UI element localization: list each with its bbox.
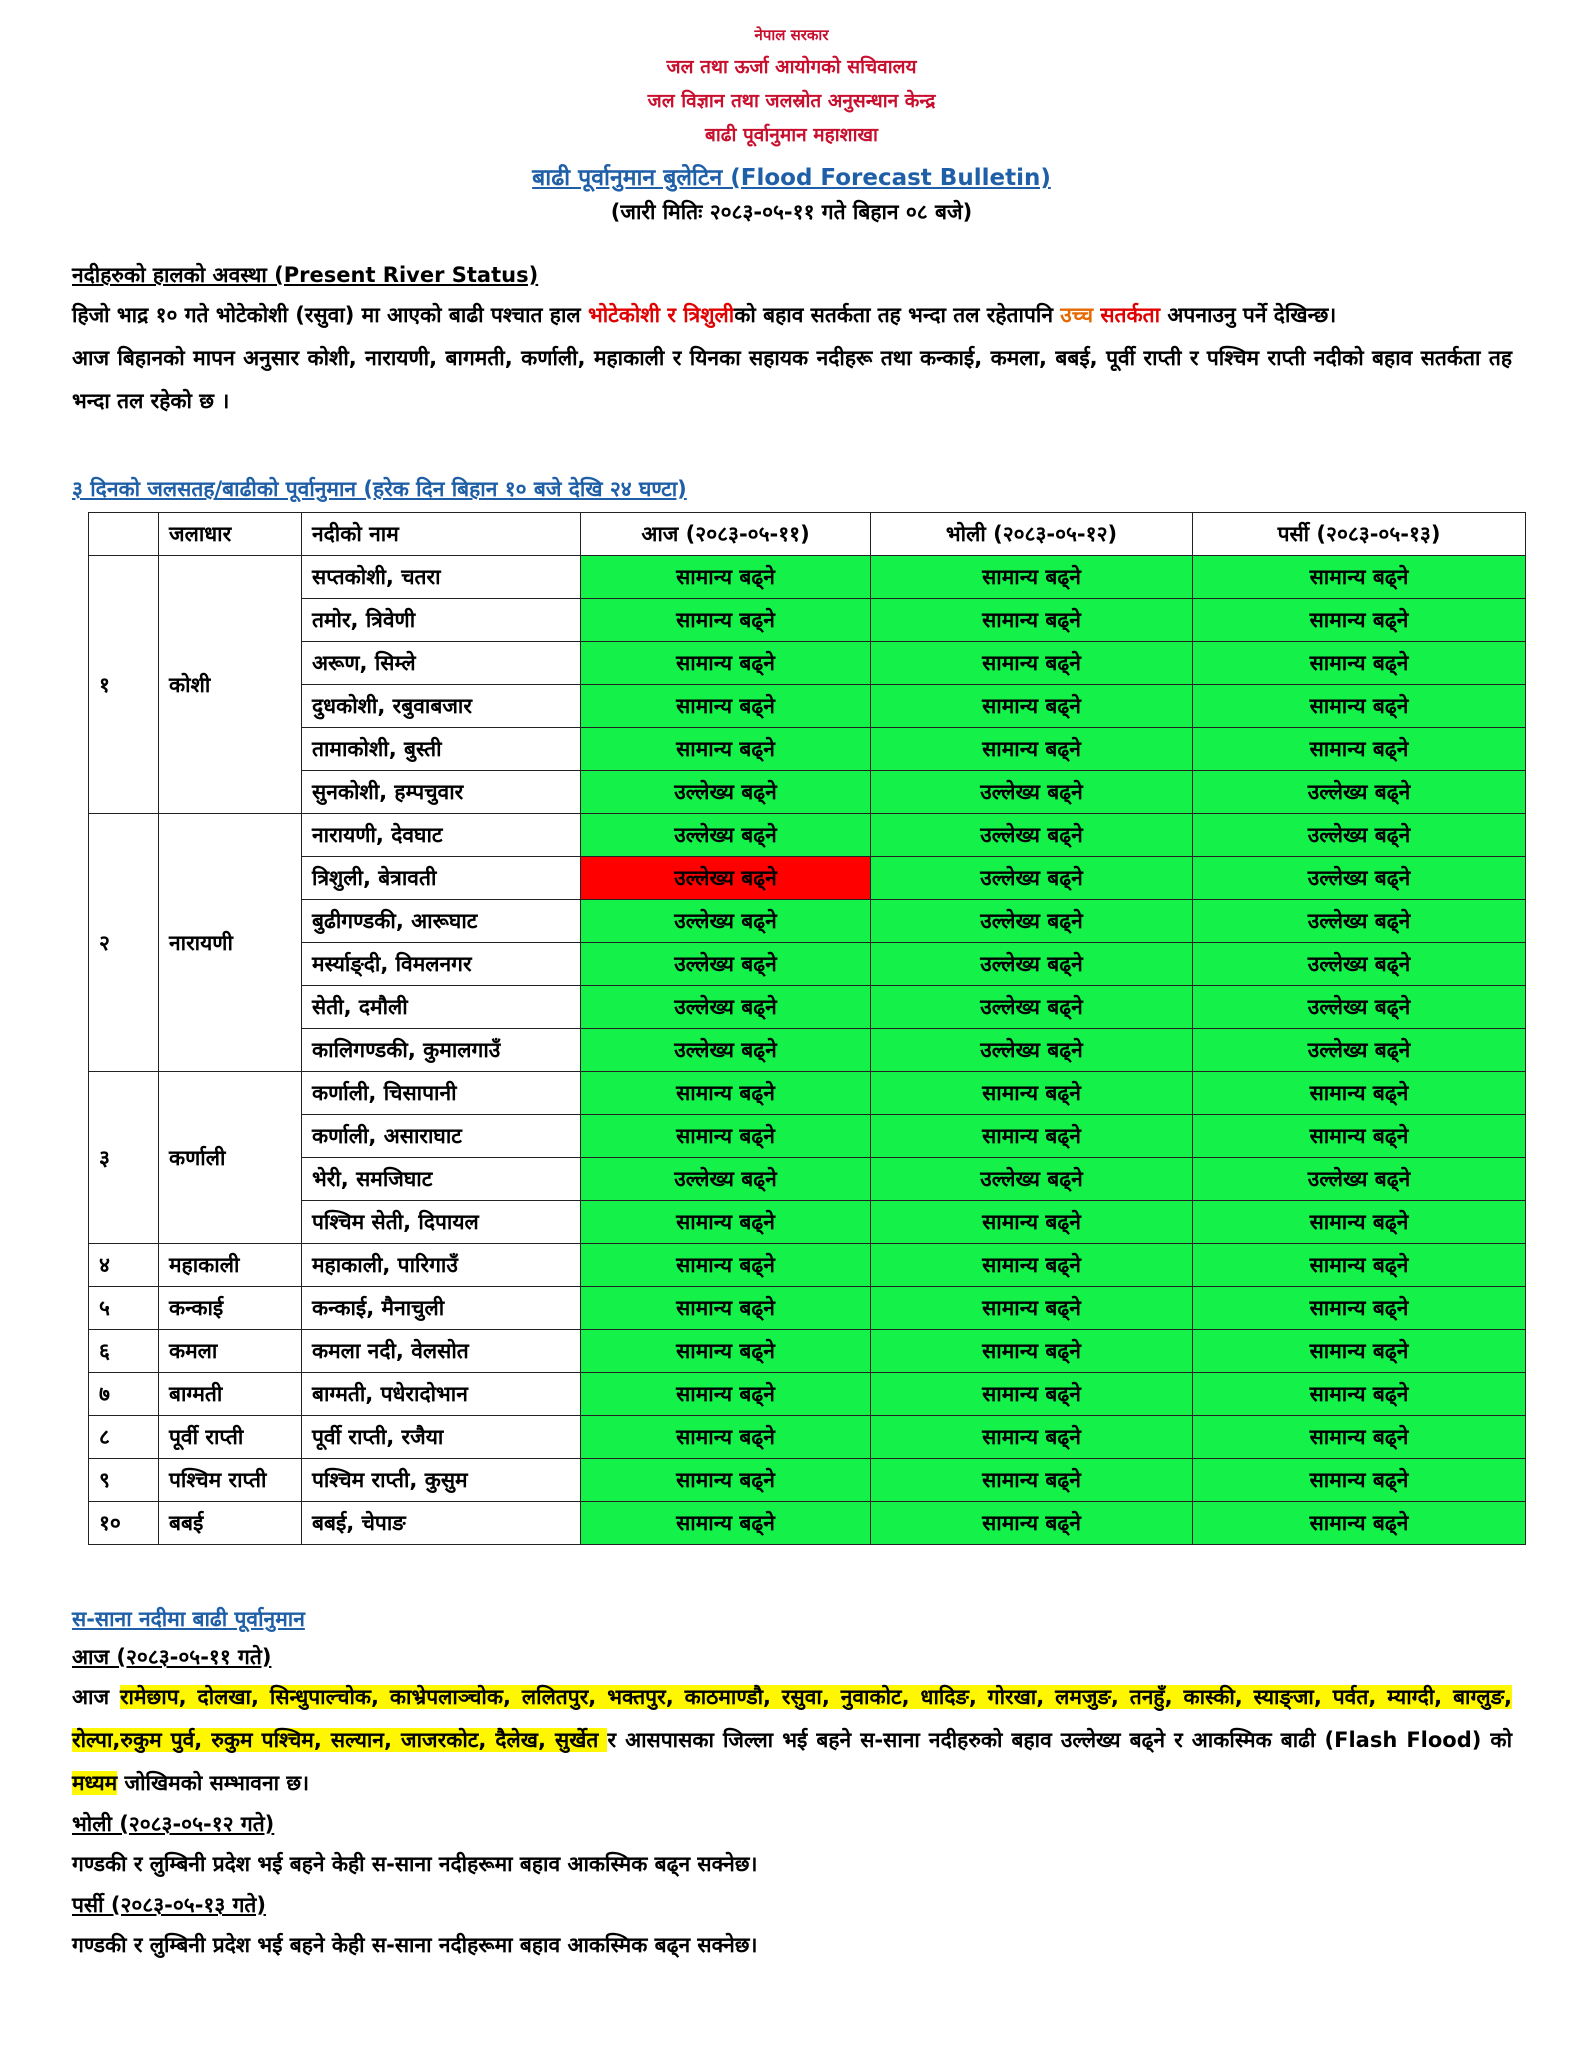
forecast-tomorrow-cell: सामान्य बढ्ने xyxy=(871,642,1193,685)
river-station: सुनकोशी, हम्पचुवार xyxy=(302,771,581,814)
forecast-dayafter-cell: उल्लेख्य बढ्ने xyxy=(1193,900,1526,943)
today-paragraph xyxy=(72,1676,1512,1805)
alertness-word: सतर्कता xyxy=(1100,303,1161,327)
today-text: जोखिमको सम्भावना छ। xyxy=(117,1771,310,1795)
forecast-heading: ३ दिनको जलसतह/बाढीको पूर्वानुमान (हरेक दिन बिहान १० बजे देखि २४ घण्टा) xyxy=(72,477,687,501)
forecast-table-body xyxy=(89,556,1526,1545)
river-station: मर्स्याङ्दी, विमलनगर xyxy=(302,943,581,986)
forecast-tomorrow-cell: सामान्य बढ्ने xyxy=(871,728,1193,771)
forecast-dayafter-cell: सामान्य बढ्ने xyxy=(1193,1330,1526,1373)
centre-name: जल विज्ञान तथा जलस्रोत अनुसन्धान केन्द्र xyxy=(647,90,936,112)
secretariat-name: जल तथा ऊर्जा आयोगको सचिवालय xyxy=(666,56,917,78)
river-station: तमोर, त्रिवेणी xyxy=(302,599,581,642)
table-row xyxy=(89,1201,1526,1244)
basin-name: बाग्मती xyxy=(159,1373,302,1416)
forecast-dayafter-cell: सामान्य बढ्ने xyxy=(1193,599,1526,642)
status-text: अपनाउनु पर्ने देखिन्छ। xyxy=(1160,303,1337,327)
bulletin-header xyxy=(0,28,1583,234)
dayafter-heading: पर्सी (२०८३-०५-१३ गते) xyxy=(72,1893,266,1917)
forecast-today-cell: उल्लेख्य बढ्ने xyxy=(581,1158,871,1201)
river-station: भेरी, समजिघाट xyxy=(302,1158,581,1201)
forecast-dayafter-cell: उल्लेख्य बढ्ने xyxy=(1193,1029,1526,1072)
col-header-num xyxy=(89,513,159,556)
highlighted-districts: रामेछाप, दोलखा, सिन्धुपाल्चोक, काभ्रेपलाञ्चोक, ललितपुर, भक्तपुर, काठमाण्डौ, रसुवा, नुवाकोट, धादिङ, गोरखा, लमजुङ, तनहुँ, कास्की, स्याङ्जा, पर्वत, म्याग्दी, बाग्लुङ, रोल्पा,रुकुम पुर्व, रुकुम पश्चिम, सल्यान, जाजरकोट, दैलेख, सुर्खेत xyxy=(72,1685,1512,1752)
forecast-tomorrow-cell: उल्लेख्य बढ्ने xyxy=(871,857,1193,900)
table-row xyxy=(89,1244,1526,1287)
dayafter-paragraph: गण्डकी र लुम्बिनी प्रदेश भई बहने केही स-साना नदीहरूमा बहाव आकस्मिक बढ्न सक्नेछ। xyxy=(72,1933,758,1957)
forecast-tomorrow-cell: उल्लेख्य बढ्ने xyxy=(871,943,1193,986)
table-row xyxy=(89,1373,1526,1416)
forecast-dayafter-cell: सामान्य बढ्ने xyxy=(1193,1416,1526,1459)
col-header-tomorrow: भोली (२०८३-०५-१२) xyxy=(871,513,1193,556)
table-row xyxy=(89,1287,1526,1330)
forecast-dayafter-cell: सामान्य बढ्ने xyxy=(1193,1502,1526,1545)
present-status-heading: नदीहरुको हालको अवस्था (Present River Status) xyxy=(72,263,539,287)
forecast-dayafter-cell: सामान्य बढ्ने xyxy=(1193,1115,1526,1158)
small-rivers-heading: स-साना नदीमा बाढी पूर्वानुमान xyxy=(72,1607,305,1631)
forecast-tomorrow-cell: सामान्य बढ्ने xyxy=(871,1201,1193,1244)
tomorrow-paragraph: गण्डकी र लुम्बिनी प्रदेश भई बहने केही स-साना नदीहरूमा बहाव आकस्मिक बढ्न सक्नेछ। xyxy=(72,1852,758,1876)
table-row xyxy=(89,1330,1526,1373)
basin-name: बबई xyxy=(159,1502,302,1545)
forecast-tomorrow-cell: उल्लेख्य बढ्ने xyxy=(871,900,1193,943)
table-row xyxy=(89,728,1526,771)
forecast-tomorrow-cell: उल्लेख्य बढ्ने xyxy=(871,1029,1193,1072)
river-station: कालिगण्डकी, कुमालगाउँ xyxy=(302,1029,581,1072)
forecast-today-cell: उल्लेख्य बढ्ने xyxy=(581,986,871,1029)
table-row xyxy=(89,900,1526,943)
forecast-today-cell: सामान्य बढ्ने xyxy=(581,599,871,642)
river-station: कमला नदी, वेलसोत xyxy=(302,1330,581,1373)
forecast-table xyxy=(88,512,1526,1545)
forecast-tomorrow-cell: सामान्य बढ्ने xyxy=(871,1287,1193,1330)
forecast-today-cell: सामान्य बढ्ने xyxy=(581,1287,871,1330)
today-text: र आसपासका जिल्ला भई बहने स-साना नदीहरुको बहाव उल्लेख्य बढ्ने र आकस्मिक बाढी (Flash Flood) को xyxy=(607,1728,1513,1752)
table-header-row xyxy=(89,513,1526,556)
forecast-today-cell: उल्लेख्य बढ्ने xyxy=(581,900,871,943)
forecast-dayafter-cell: उल्लेख्य बढ्ने xyxy=(1193,771,1526,814)
present-status-paragraph-2: आज बिहानको मापन अनुसार कोशी, नारायणी, बागमती, कर्णाली, महाकाली र यिनका सहायक नदीहरू तथा कन्काई, कमला, बबई, पूर्वी राप्ती र पश्चिम राप्ती नदीको बहाव सतर्कता तह भन्दा तल रहेको छ । xyxy=(72,346,1512,413)
forecast-dayafter-cell: सामान्य बढ्ने xyxy=(1193,556,1526,599)
river-station: कर्णाली, चिसापानी xyxy=(302,1072,581,1115)
basin-name: महाकाली xyxy=(159,1244,302,1287)
forecast-dayafter-cell: उल्लेख्य बढ्ने xyxy=(1193,943,1526,986)
forecast-tomorrow-cell: सामान्य बढ्ने xyxy=(871,1416,1193,1459)
col-header-basin: जलाधार xyxy=(159,513,302,556)
forecast-dayafter-cell: सामान्य बढ्ने xyxy=(1193,1459,1526,1502)
basin-number: १ xyxy=(89,556,159,814)
forecast-tomorrow-cell: सामान्य बढ्ने xyxy=(871,599,1193,642)
status-text: हिजो भाद्र १० गते भोटेकोशी (रसुवा) मा आएको बाढी पश्चात हाल xyxy=(72,303,588,327)
forecast-today-cell: सामान्य बढ्ने xyxy=(581,642,871,685)
risk-level: मध्यम xyxy=(72,1771,118,1795)
basin-number: २ xyxy=(89,814,159,1072)
table-row xyxy=(89,1158,1526,1201)
forecast-today-cell: सामान्य बढ्ने xyxy=(581,685,871,728)
river-station: कन्काई, मैनाचुली xyxy=(302,1287,581,1330)
forecast-today-cell: सामान्य बढ्ने xyxy=(581,1373,871,1416)
forecast-tomorrow-cell: सामान्य बढ्ने xyxy=(871,1373,1193,1416)
table-row xyxy=(89,1029,1526,1072)
river-station: पश्चिम राप्ती, कुसुम xyxy=(302,1459,581,1502)
forecast-tomorrow-cell: सामान्य बढ्ने xyxy=(871,1244,1193,1287)
small-rivers-section xyxy=(72,1600,1512,1967)
table-row xyxy=(89,599,1526,642)
table-row xyxy=(89,814,1526,857)
table-row xyxy=(89,642,1526,685)
forecast-tomorrow-cell: उल्लेख्य बढ्ने xyxy=(871,771,1193,814)
forecast-today-cell: सामान्य बढ्ने xyxy=(581,1502,871,1545)
forecast-tomorrow-cell: सामान्य बढ्ने xyxy=(871,685,1193,728)
forecast-tomorrow-cell: सामान्य बढ्ने xyxy=(871,1330,1193,1373)
basin-number: ३ xyxy=(89,1072,159,1244)
forecast-today-cell: सामान्य बढ्ने xyxy=(581,1459,871,1502)
forecast-today-cell: सामान्य बढ्ने xyxy=(581,556,871,599)
table-row xyxy=(89,1115,1526,1158)
forecast-dayafter-cell: सामान्य बढ्ने xyxy=(1193,728,1526,771)
river-station: बबई, चेपाङ xyxy=(302,1502,581,1545)
forecast-tomorrow-cell: सामान्य बढ्ने xyxy=(871,1459,1193,1502)
table-row xyxy=(89,1459,1526,1502)
river-station: दुधकोशी, रबुवाबजार xyxy=(302,685,581,728)
table-row xyxy=(89,943,1526,986)
forecast-tomorrow-cell: सामान्य बढ्ने xyxy=(871,1502,1193,1545)
basin-number: ६ xyxy=(89,1330,159,1373)
bulletin-title: बाढी पूर्वानुमान बुलेटिन (Flood Forecast Bulletin) xyxy=(532,165,1051,191)
river-station: पूर्वी राप्ती, रजैया xyxy=(302,1416,581,1459)
today-text: आज xyxy=(72,1685,120,1709)
table-row xyxy=(89,857,1526,900)
basin-name: नारायणी xyxy=(159,814,302,1072)
forecast-today-cell: सामान्य बढ्ने xyxy=(581,1416,871,1459)
basin-name: कमला xyxy=(159,1330,302,1373)
river-station: सेती, दमौली xyxy=(302,986,581,1029)
forecast-dayafter-cell: सामान्य बढ्ने xyxy=(1193,1373,1526,1416)
basin-number: ९ xyxy=(89,1459,159,1502)
forecast-dayafter-cell: सामान्य बढ्ने xyxy=(1193,642,1526,685)
river-station: अरूण, सिम्ले xyxy=(302,642,581,685)
river-station: महाकाली, पारिगाउँ xyxy=(302,1244,581,1287)
forecast-tomorrow-cell: उल्लेख्य बढ्ने xyxy=(871,986,1193,1029)
basin-name: कन्काई xyxy=(159,1287,302,1330)
forecast-today-cell: सामान्य बढ्ने xyxy=(581,1115,871,1158)
basin-name: पश्चिम राप्ती xyxy=(159,1459,302,1502)
river-station: बाग्मती, पधेरादोभान xyxy=(302,1373,581,1416)
river-station: बुढीगण्डकी, आरूघाट xyxy=(302,900,581,943)
present-status-section xyxy=(72,256,1512,423)
high-word: उच्च xyxy=(1060,303,1094,327)
forecast-today-cell: उल्लेख्य बढ्ने xyxy=(581,857,871,900)
river-station: तामाकोशी, बुस्ती xyxy=(302,728,581,771)
status-text: को बहाव सतर्कता तह भन्दा तल रहेतापनि xyxy=(734,303,1061,327)
col-header-river: नदीको नाम xyxy=(302,513,581,556)
forecast-dayafter-cell: उल्लेख्य बढ्ने xyxy=(1193,1158,1526,1201)
forecast-tomorrow-cell: उल्लेख्य बढ्ने xyxy=(871,814,1193,857)
forecast-today-cell: उल्लेख्य बढ्ने xyxy=(581,1029,871,1072)
forecast-tomorrow-cell: सामान्य बढ्ने xyxy=(871,1072,1193,1115)
forecast-dayafter-cell: उल्लेख्य बढ्ने xyxy=(1193,814,1526,857)
col-header-dayafter: पर्सी (२०८३-०५-१३) xyxy=(1193,513,1526,556)
present-status-paragraph-1 xyxy=(72,294,1512,337)
alert-rivers: भोटेकोशी र त्रिशुली xyxy=(587,303,735,327)
forecast-dayafter-cell: सामान्य बढ्ने xyxy=(1193,1287,1526,1330)
forecast-today-cell: सामान्य बढ्ने xyxy=(581,728,871,771)
forecast-tomorrow-cell: सामान्य बढ्ने xyxy=(871,556,1193,599)
table-row xyxy=(89,1072,1526,1115)
table-row xyxy=(89,1502,1526,1545)
forecast-today-cell: सामान्य बढ्ने xyxy=(581,1244,871,1287)
forecast-today-cell: उल्लेख्य बढ्ने xyxy=(581,814,871,857)
forecast-dayafter-cell: सामान्य बढ्ने xyxy=(1193,1072,1526,1115)
issue-date: (जारी मितिः २०८३-०५-११ गते बिहान ०८ बजे) xyxy=(610,200,973,224)
river-station: कर्णाली, असाराघाट xyxy=(302,1115,581,1158)
basin-name: कोशी xyxy=(159,556,302,814)
basin-number: १० xyxy=(89,1502,159,1545)
forecast-today-cell: उल्लेख्य बढ्ने xyxy=(581,943,871,986)
table-row xyxy=(89,986,1526,1029)
forecast-heading-wrap xyxy=(72,470,1512,508)
basin-name: कर्णाली xyxy=(159,1072,302,1244)
tomorrow-heading: भोली (२०८३-०५-१२ गते) xyxy=(72,1812,275,1836)
river-station: नारायणी, देवघाट xyxy=(302,814,581,857)
government-name: नेपाल सरकार xyxy=(754,26,829,44)
river-station: त्रिशुली, बेत्रावती xyxy=(302,857,581,900)
basin-name: पूर्वी राप्ती xyxy=(159,1416,302,1459)
river-station: पश्चिम सेती, दिपायल xyxy=(302,1201,581,1244)
forecast-tomorrow-cell: उल्लेख्य बढ्ने xyxy=(871,1158,1193,1201)
table-row xyxy=(89,1416,1526,1459)
forecast-dayafter-cell: उल्लेख्य बढ्ने xyxy=(1193,986,1526,1029)
forecast-today-cell: सामान्य बढ्ने xyxy=(581,1330,871,1373)
basin-number: ८ xyxy=(89,1416,159,1459)
table-row xyxy=(89,771,1526,814)
forecast-tomorrow-cell: सामान्य बढ्ने xyxy=(871,1115,1193,1158)
basin-number: ५ xyxy=(89,1287,159,1330)
section-name: बाढी पूर्वानुमान महाशाखा xyxy=(705,124,878,146)
forecast-dayafter-cell: उल्लेख्य बढ्ने xyxy=(1193,857,1526,900)
basin-number: ७ xyxy=(89,1373,159,1416)
forecast-dayafter-cell: सामान्य बढ्ने xyxy=(1193,685,1526,728)
forecast-dayafter-cell: सामान्य बढ्ने xyxy=(1193,1244,1526,1287)
col-header-today: आज (२०८३-०५-११) xyxy=(581,513,871,556)
forecast-today-cell: सामान्य बढ्ने xyxy=(581,1201,871,1244)
forecast-today-cell: उल्लेख्य बढ्ने xyxy=(581,771,871,814)
forecast-today-cell: सामान्य बढ्ने xyxy=(581,1072,871,1115)
today-heading: आज (२०८३-०५-११ गते) xyxy=(72,1645,272,1669)
table-row xyxy=(89,685,1526,728)
river-station: सप्तकोशी, चतरा xyxy=(302,556,581,599)
basin-number: ४ xyxy=(89,1244,159,1287)
table-row xyxy=(89,556,1526,599)
forecast-dayafter-cell: सामान्य बढ्ने xyxy=(1193,1201,1526,1244)
